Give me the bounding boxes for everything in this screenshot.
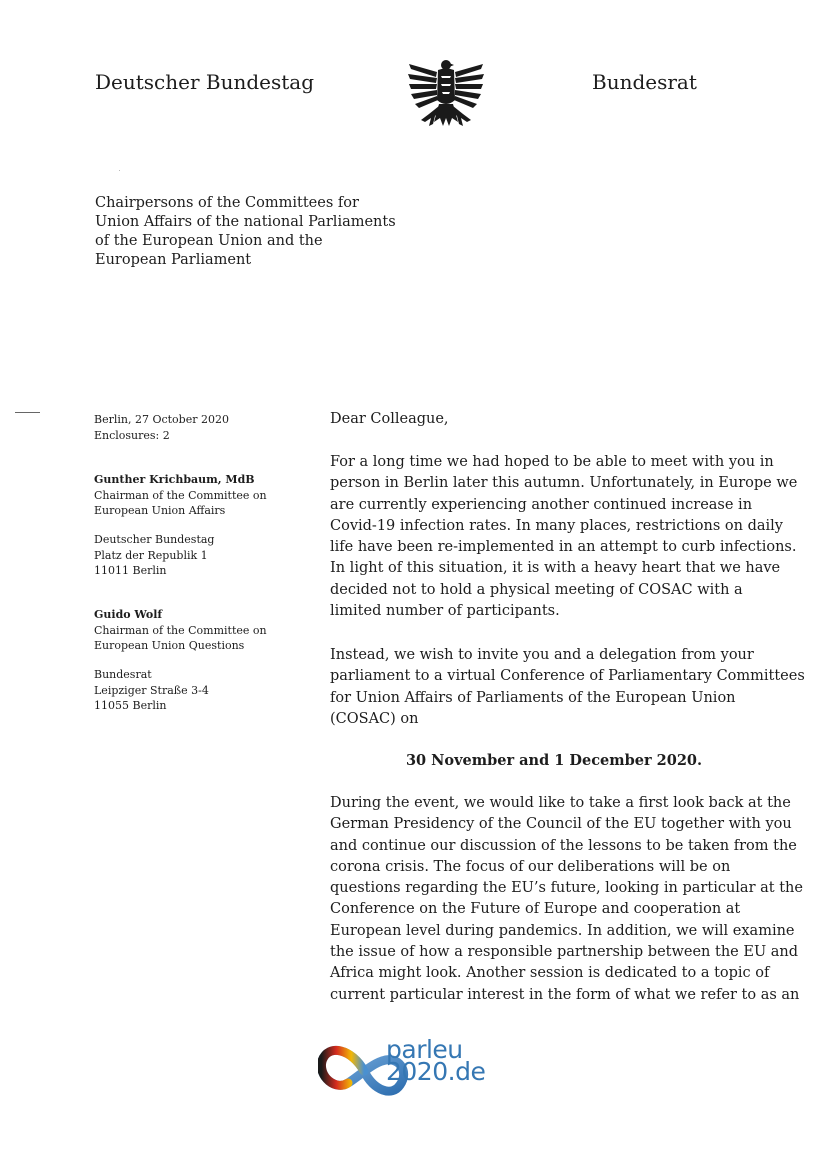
sender-2-role: Chairman of the Committee on xyxy=(94,623,267,637)
recipient-line: Union Affairs of the national Parliaments xyxy=(95,214,396,230)
sender-2-name: Guido Wolf xyxy=(94,608,163,621)
enclosures: Enclosures: 2 xyxy=(94,428,170,442)
sender-1-name: Gunther Krichbaum, MdB xyxy=(94,473,255,486)
text-line: limited number of participants. xyxy=(330,603,560,620)
logo-text-parleu: parleu xyxy=(386,1035,463,1064)
sender-1-role: Chairman of the Committee on xyxy=(94,488,267,502)
text-line: for Union Affairs of Parliaments of the European Union xyxy=(330,689,736,706)
text-line: In light of this situation, it is with a heavy heart that we have xyxy=(330,560,781,577)
text-line: European level during pandemics. In addition, we will examine xyxy=(330,922,795,939)
address-line: Leipziger Straße 3-4 xyxy=(94,683,209,697)
text-line: are currently experiencing another continued increase in xyxy=(330,496,753,513)
paragraph-1 xyxy=(330,452,798,622)
letterhead-bundestag: Deutscher Bundestag xyxy=(95,70,315,94)
text-line: parliament to a virtual Conference of Parliamentary Committees xyxy=(330,668,805,685)
parleu-logo xyxy=(318,1035,518,1105)
text-line: For a long time we had hoped to be able to meet with you in xyxy=(330,454,774,470)
recipient-address xyxy=(95,194,396,270)
text-line: and continue our discussion of the lessons to be taken from the xyxy=(330,837,797,854)
sender-1-address xyxy=(94,532,214,579)
address-line: Platz der Republik 1 xyxy=(94,548,208,562)
address-line: Deutscher Bundestag xyxy=(94,533,215,546)
logo-text-domain: 2020.de xyxy=(386,1057,486,1086)
text-line: decided not to hold a physical meeting of COSAC with a xyxy=(330,581,743,598)
text-line: During the event, we would like to take a first look back at the xyxy=(330,795,791,811)
event-date: 30 November and 1 December 2020. xyxy=(405,752,703,769)
address-line: Bundesrat xyxy=(94,668,152,681)
federal-eagle-icon xyxy=(405,56,487,134)
text-line: (COSAC) on xyxy=(330,710,419,727)
place-date: Berlin, 27 October 2020 xyxy=(94,413,229,426)
text-line: German Presidency of the Council of the EU together with you xyxy=(330,816,792,833)
text-line: Conference on the Future of Europe and cooperation at xyxy=(330,901,741,918)
paragraph-3 xyxy=(330,793,803,1006)
address-line: 11011 Berlin xyxy=(94,564,167,577)
text-line: corona crisis. The focus of our deliberations will be on xyxy=(330,858,731,875)
date-block xyxy=(94,412,229,443)
text-line: person in Berlin later this autumn. Unfortunately, in Europe we xyxy=(330,475,798,492)
letterhead-bundesrat: Bundesrat xyxy=(592,70,697,94)
sender-2-role: European Union Questions xyxy=(94,639,245,652)
sender-1-block xyxy=(94,472,267,519)
salutation: Dear Colleague, xyxy=(330,411,449,427)
fold-mark xyxy=(15,412,40,413)
text-line: the issue of how a responsible partnership between the EU and xyxy=(330,944,799,961)
paragraph-2 xyxy=(330,645,805,730)
text-line: Instead, we wish to invite you and a delegation from your xyxy=(330,647,754,663)
recipient-line: Chairpersons of the Committees for xyxy=(95,195,359,211)
text-line: current particular interest in the form of what we refer to as an xyxy=(330,986,800,1003)
recipient-line: of the European Union and the xyxy=(95,233,323,249)
scan-speck xyxy=(119,170,120,171)
recipient-line: European Parliament xyxy=(95,252,252,268)
text-line: Covid-19 infection rates. In many places, restrictions on daily xyxy=(330,517,783,534)
text-line: questions regarding the EU’s future, looking in particular at the xyxy=(330,880,803,897)
text-line: Africa might look. Another session is dedicated to a topic of xyxy=(330,965,770,982)
text-line: life have been re-implemented in an attempt to curb infections. xyxy=(330,539,797,556)
address-line: 11055 Berlin xyxy=(94,699,167,712)
sender-2-address xyxy=(94,667,209,714)
sender-2-block xyxy=(94,607,267,654)
sender-1-role: European Union Affairs xyxy=(94,504,226,517)
